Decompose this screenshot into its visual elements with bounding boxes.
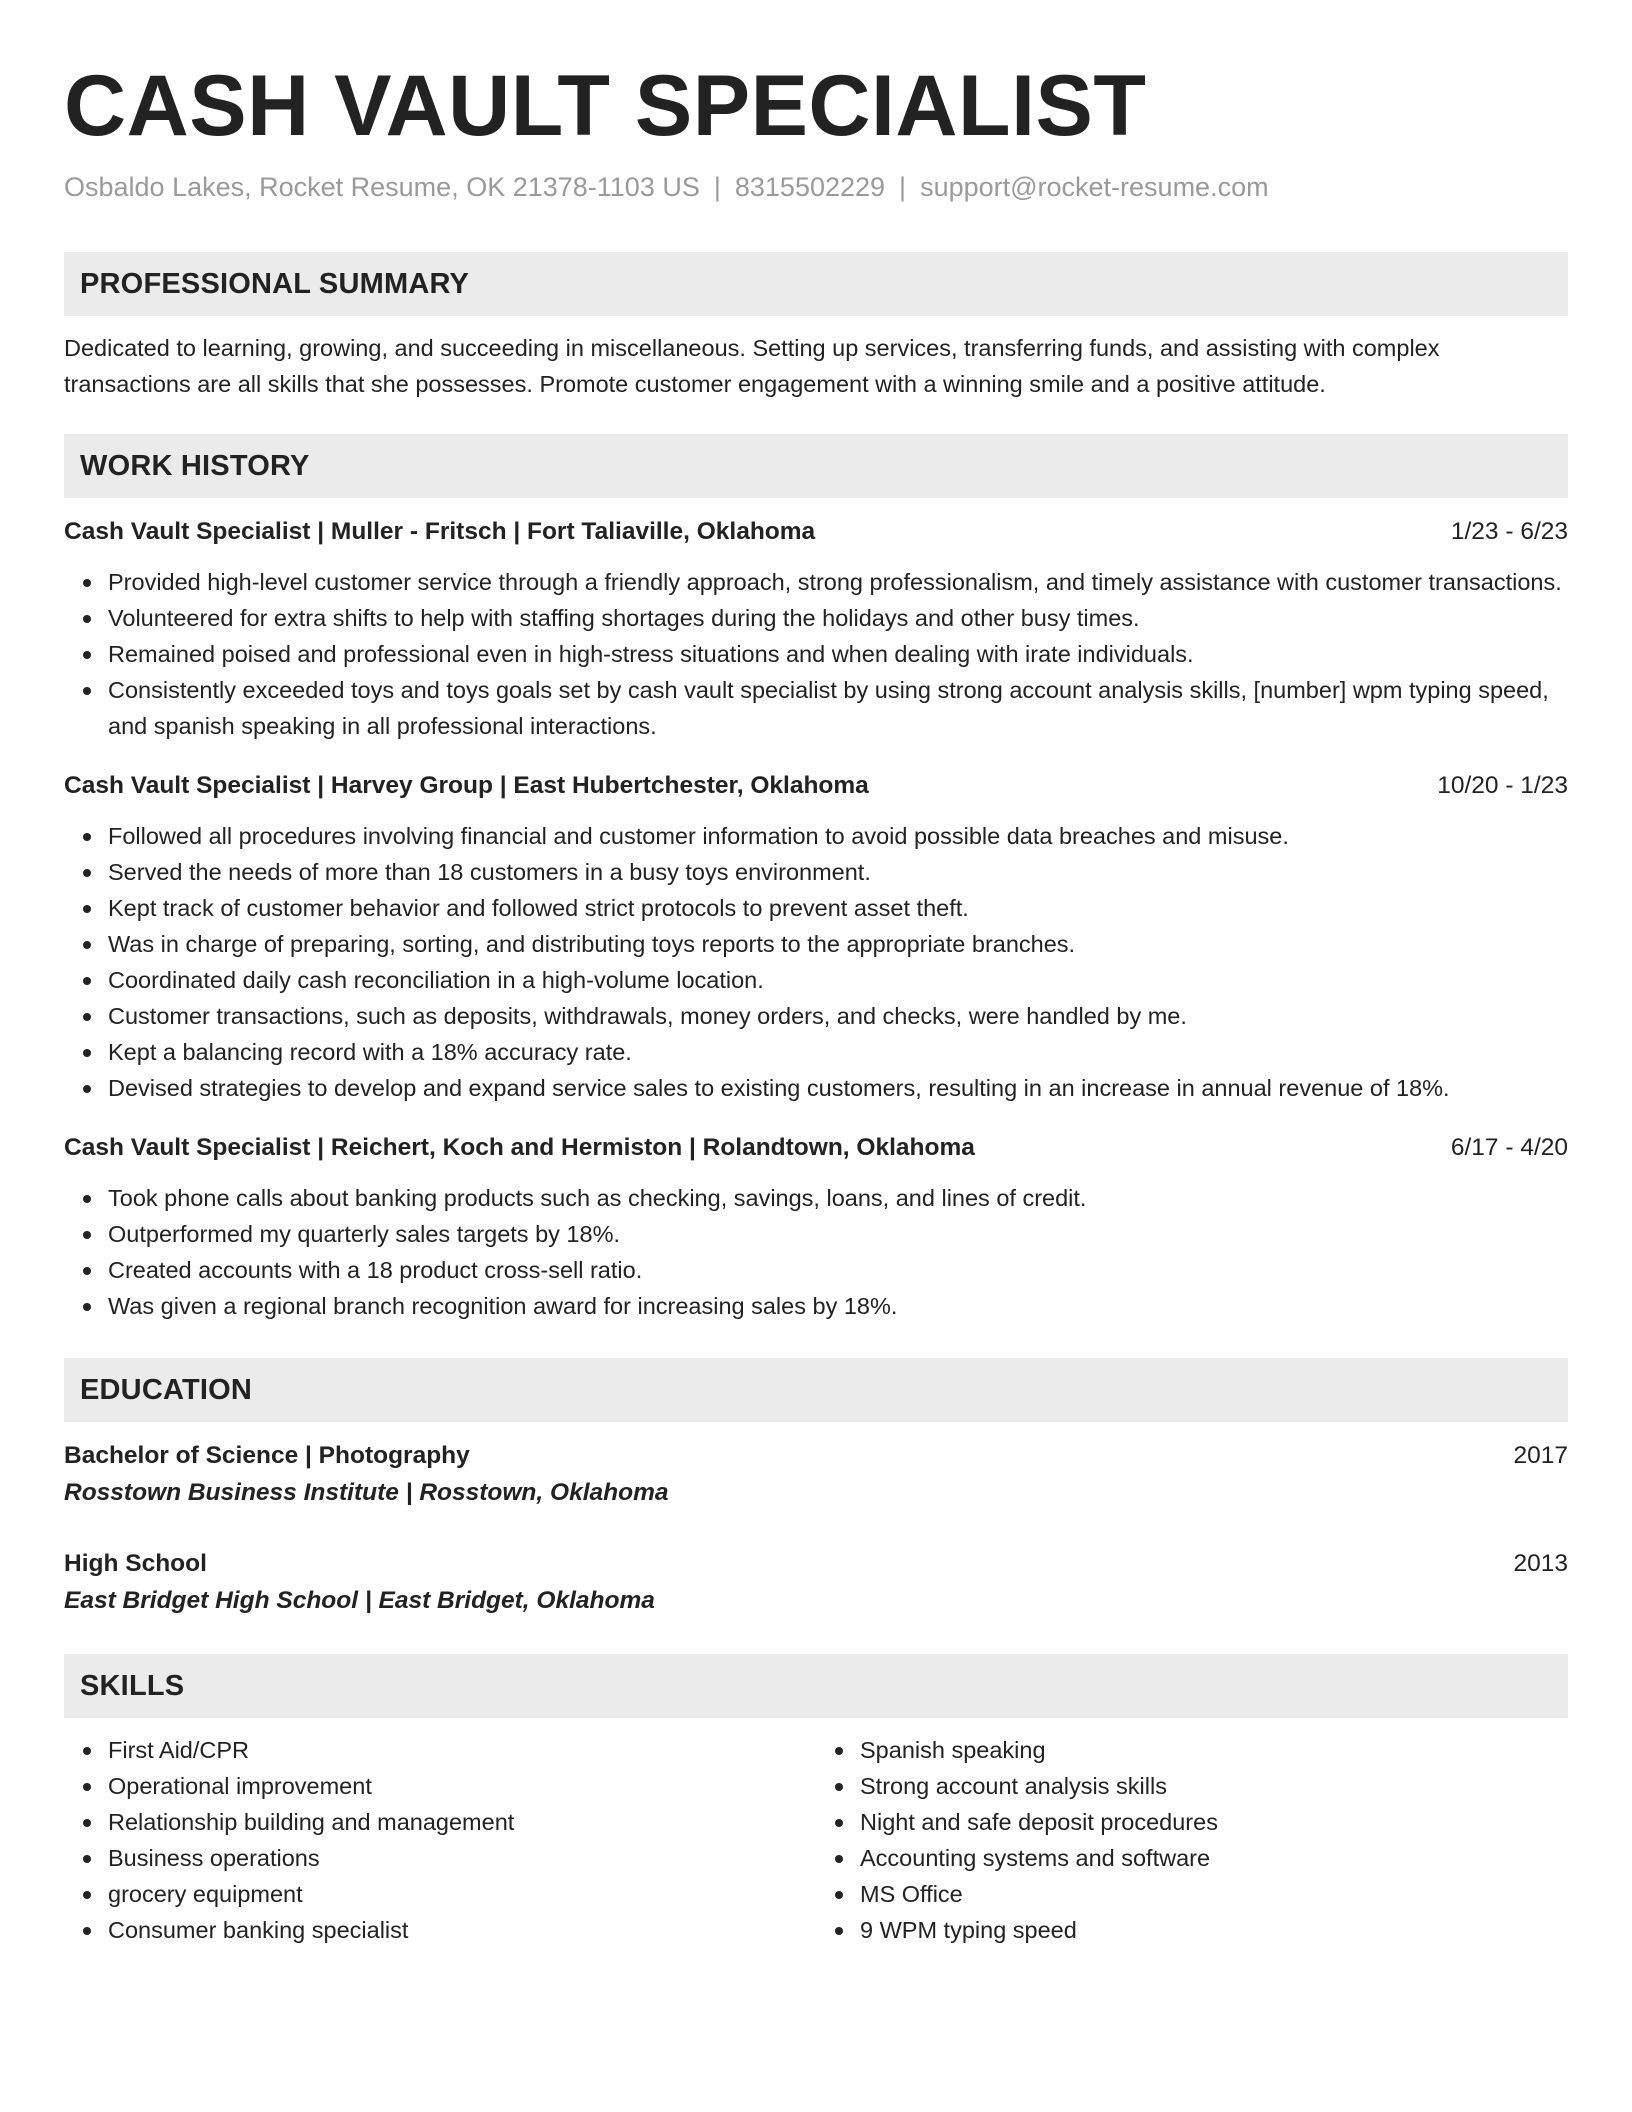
skills-list-right: [816, 1732, 1568, 1948]
contact-address: Osbaldo Lakes, Rocket Resume, OK 21378-1103 US: [64, 172, 700, 202]
skills-list-left: [64, 1732, 816, 1948]
education-year: 2017: [1513, 1442, 1568, 1469]
bullet-item: Volunteered for extra shifts to help with staffing shortages during the holidays and other busy times.: [108, 600, 1568, 636]
bullet-item: Created accounts with a 18 product cross-sell ratio.: [108, 1252, 1568, 1288]
skill-item: 9 WPM typing speed: [860, 1912, 1568, 1948]
section-header-education: EDUCATION: [64, 1358, 1568, 1422]
bullet-item: Served the needs of more than 18 customers in a busy toys environment.: [108, 854, 1568, 890]
resume-title: CASH VAULT SPECIALIST: [64, 58, 1147, 154]
contact-line: [64, 170, 1568, 204]
education-degree: High School: [64, 1550, 207, 1577]
bullet-item: Kept a balancing record with a 18% accuracy rate.: [108, 1034, 1568, 1070]
job-dates: 10/20 - 1/23: [1437, 772, 1568, 799]
section-header-summary: PROFESSIONAL SUMMARY: [64, 252, 1568, 316]
skill-item: Spanish speaking: [860, 1732, 1568, 1768]
skill-item: Operational improvement: [108, 1768, 816, 1804]
bullet-item: Provided high-level customer service through a friendly approach, strong professionalism, and timely assistance with customer transactions.: [108, 564, 1568, 600]
skill-item: First Aid/CPR: [108, 1732, 816, 1768]
job-entry: [64, 514, 1568, 744]
bullet-item: Kept track of customer behavior and followed strict protocols to prevent asset theft.: [108, 890, 1568, 926]
education-header: [64, 1438, 1568, 1474]
education-school: East Bridget High School | East Bridget, Oklahoma: [64, 1587, 655, 1614]
contact-phone: 8315502229: [734, 172, 886, 202]
education-entry: [64, 1438, 1568, 1512]
education-header: [64, 1546, 1568, 1582]
bullet-item: Customer transactions, such as deposits, withdrawals, money orders, and checks, were handled by me.: [108, 998, 1568, 1034]
job-header: [64, 1130, 1568, 1166]
summary-text: Dedicated to learning, growing, and succeeding in miscellaneous. Setting up services, transferring funds, and assisting with complex transactions are all skills that she possesses. Promote customer engagement with a winning smile and a positive attitude.: [64, 335, 1440, 397]
job-title: Cash Vault Specialist | Reichert, Koch and Hermiston | Rolandtown, Oklahoma: [64, 1134, 975, 1161]
job-entry: [64, 1130, 1568, 1324]
skill-item: grocery equipment: [108, 1876, 816, 1912]
skill-item: Strong account analysis skills: [860, 1768, 1568, 1804]
bullet-item: Followed all procedures involving financial and customer information to avoid possible data breaches and misuse.: [108, 818, 1568, 854]
section-header-work-history: WORK HISTORY: [64, 434, 1568, 498]
skill-item: Business operations: [108, 1840, 816, 1876]
bullet-item: Remained poised and professional even in high-stress situations and when dealing with irate individuals.: [108, 636, 1568, 672]
job-dates: 6/17 - 4/20: [1450, 1134, 1568, 1161]
job-dates: 1/23 - 6/23: [1450, 518, 1568, 545]
skill-item: Night and safe deposit procedures: [860, 1804, 1568, 1840]
job-bullets: [64, 818, 1568, 1106]
skill-item: MS Office: [860, 1876, 1568, 1912]
section-header-skills: SKILLS: [64, 1654, 1568, 1718]
bullet-item: Was given a regional branch recognition award for increasing sales by 18%.: [108, 1288, 1568, 1324]
job-bullets: [64, 564, 1568, 744]
job-header: [64, 768, 1568, 804]
bullet-item: Consistently exceeded toys and toys goals set by cash vault specialist by using strong account analysis skills, [number] wpm typing speed, and spanish speaking in all professional interactions.: [108, 672, 1568, 744]
job-entry: [64, 768, 1568, 1106]
bullet-item: Was in charge of preparing, sorting, and distributing toys reports to the appropriate branches.: [108, 926, 1568, 962]
bullet-item: Took phone calls about banking products such as checking, savings, loans, and lines of credit.: [108, 1180, 1568, 1216]
bullet-item: Devised strategies to develop and expand service sales to existing customers, resulting in an increase in annual revenue of 18%.: [108, 1070, 1568, 1106]
contact-separator: |: [713, 172, 721, 202]
bullet-item: Outperformed my quarterly sales targets by 18%.: [108, 1216, 1568, 1252]
job-title: Cash Vault Specialist | Muller - Fritsch | Fort Taliaville, Oklahoma: [64, 518, 816, 545]
education-year: 2013: [1513, 1550, 1568, 1577]
education-entry: [64, 1546, 1568, 1620]
education-degree: Bachelor of Science | Photography: [64, 1442, 470, 1469]
skill-item: Consumer banking specialist: [108, 1912, 816, 1948]
skill-item: Accounting systems and software: [860, 1840, 1568, 1876]
skills-columns: [64, 1732, 1568, 1948]
contact-separator: |: [899, 172, 907, 202]
job-title: Cash Vault Specialist | Harvey Group | East Hubertchester, Oklahoma: [64, 772, 869, 799]
bullet-item: Coordinated daily cash reconciliation in a high-volume location.: [108, 962, 1568, 998]
job-bullets: [64, 1180, 1568, 1324]
contact-email: support@rocket-resume.com: [920, 172, 1269, 202]
job-header: [64, 514, 1568, 550]
skill-item: Relationship building and management: [108, 1804, 816, 1840]
education-school: Rosstown Business Institute | Rosstown, Oklahoma: [64, 1479, 669, 1506]
